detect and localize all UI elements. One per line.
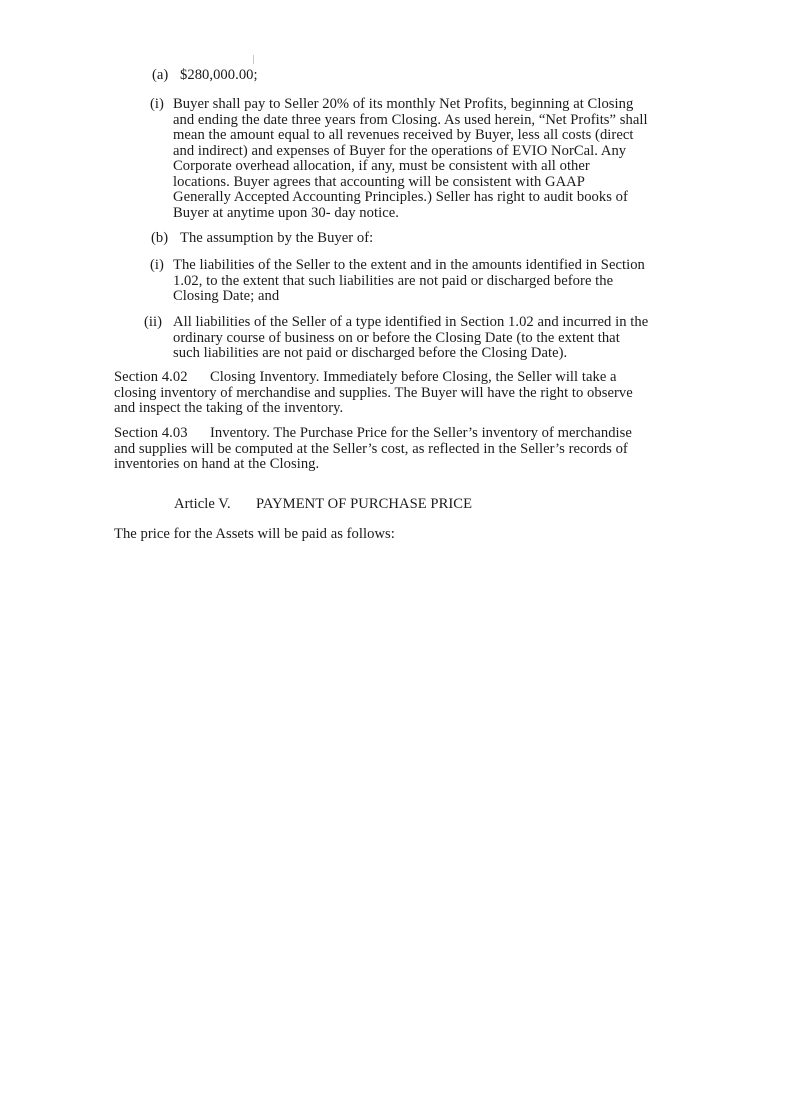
item-a-i-line: locations. Buyer agrees that accounting will be consistent with GAAP xyxy=(173,173,585,190)
section-4-03-line: Inventory. The Purchase Price for the Seller’s inventory of merchandise xyxy=(210,425,632,441)
item-b-ii-line: All liabilities of the Seller of a type identified in Section 1.02 and incurred in the xyxy=(173,314,649,330)
item-b-i-line: 1.02, to the extent that such liabilities are not paid or discharged before the xyxy=(173,272,614,289)
item-b-i-line: Closing Date; and xyxy=(173,288,280,304)
scan-artifact-mark xyxy=(253,55,254,64)
item-a-i-line: and indirect) and expenses of Buyer for the operations of EVIO NorCal. Any xyxy=(173,142,627,159)
item-b-ii-marker: (ii) xyxy=(144,314,163,330)
section-4-02-line: and inspect the taking of the inventory. xyxy=(114,400,344,416)
item-a-i-marker: (i) xyxy=(150,96,164,112)
item-b-ii-line: such liabilities are not paid or discharged before the Closing Date). xyxy=(173,345,568,361)
item-a-i-line: Generally Accepted Accounting Principles.) Seller has right to audit books of xyxy=(173,189,628,205)
section-4-02-line: Closing Inventory. Immediately before Closing, the Seller will take a xyxy=(210,369,617,385)
item-a-i-line: Buyer at anytime upon 30- day notice. xyxy=(173,204,399,221)
item-b-text: The assumption by the Buyer of: xyxy=(180,230,374,246)
article-label: Article V. xyxy=(174,496,231,512)
section-4-03-line: and supplies will be computed at the Seller’s cost, as reflected in the Seller’s records of xyxy=(114,440,628,457)
item-a-i-line: mean the amount equal to all revenues received by Buyer, less all costs (direct xyxy=(173,127,634,143)
item-b-ii-line: ordinary course of business on or before the Closing Date (to the extent that xyxy=(173,329,620,346)
item-b-marker: (b) xyxy=(151,230,169,246)
item-a-i-line: and ending the date three years from Closing. As used herein, “Net Profits” shall xyxy=(173,111,648,128)
item-a-i-line: Corporate overhead allocation, if any, must be consistent with all other xyxy=(173,158,590,174)
section-4-03-line: inventories on hand at the Closing. xyxy=(114,456,320,472)
item-b-i-line: The liabilities of the Seller to the extent and in the amounts identified in Section xyxy=(173,257,645,273)
item-a-text: $280,000.00; xyxy=(180,67,258,83)
article-heading xyxy=(174,497,472,513)
section-4-03-number: Section 4.03 xyxy=(114,425,188,441)
item-a-marker: (a) xyxy=(152,67,169,83)
item-a-i-line: Buyer shall pay to Seller 20% of its monthly Net Profits, beginning at Closing xyxy=(173,96,634,112)
item-b-i-marker: (i) xyxy=(150,257,164,273)
section-4-02-line: closing inventory of merchandise and supplies. The Buyer will have the right to observe xyxy=(114,384,633,401)
article-title: PAYMENT OF PURCHASE PRICE xyxy=(256,496,473,512)
payment-intro-paragraph: The price for the Assets will be paid as follows: xyxy=(114,526,395,542)
section-4-02-number: Section 4.02 xyxy=(114,369,188,385)
